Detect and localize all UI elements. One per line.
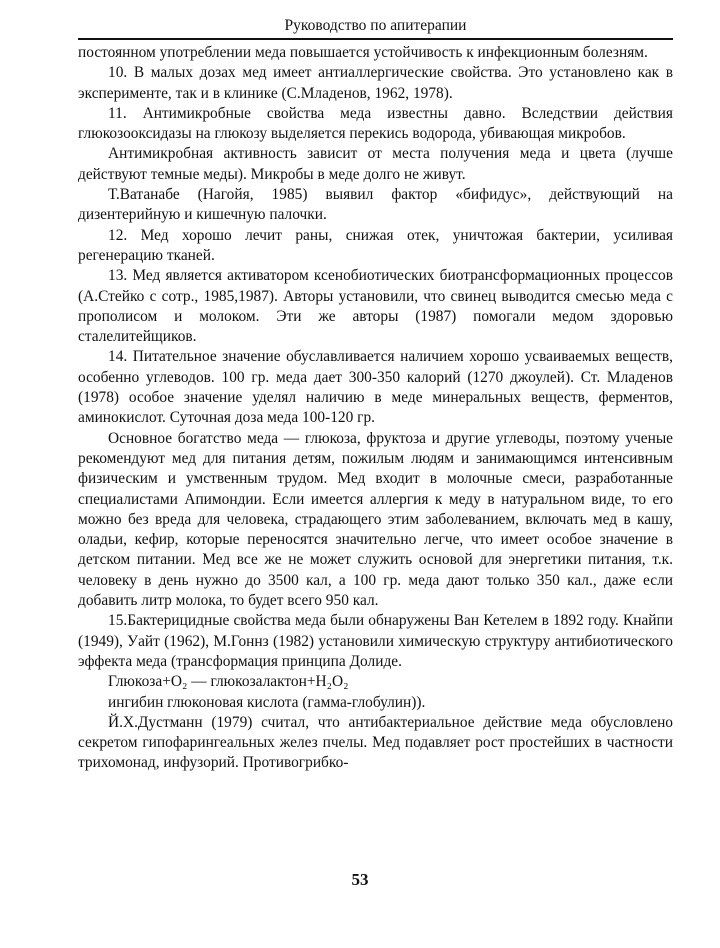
paragraph: Т.Ватанабе (Нагойя, 1985) выявил фактор «бифидус», действующий на дизентерийную и кишечную палочки.: [78, 186, 673, 224]
formula-line: Глюкоза+O₂ — глюкозалактон+H₂O₂: [108, 673, 349, 691]
page-body: [78, 43, 673, 774]
paragraph: 14. Питательное значение обуславливается наличием хорошо усваиваемых веществ, особенно углеводов. 100 гр. меда дает 300-350 калорий (1270 джоулей). Ст. Младенов (1978) особое значение уделял наличию в меде минеральных веществ, ферментов, аминокислот. Суточная доза меда 100-120 гр.: [78, 348, 673, 427]
formula-line: ингибин глюконовая кислота (гамма-глобулин)).: [108, 693, 426, 711]
paragraph: 15.Бактерицидные свойства меда были обнаружены Ван Кетелем в 1892 году. Кнайпи (1949), Уайт (1962), М.Гоннз (1982) установили химическую структуру антибиотического эффекта меда (трансформация принципа Долиде.: [78, 612, 673, 670]
paragraph: 13. Мед является активатором ксенобиотических биотрансформационных процессов (А.Стейко с сотр., 1985,1987). Авторы установили, что свинец выводится смесью меда с прополисом и молоком. Эти же авторы (1987) помогали медом здоровью сталелитейщиков.: [78, 267, 673, 346]
paragraph: Основное богатство меда — глюкоза, фруктоза и другие углеводы, поэтому ученые рекомендуют мед для питания детям, пожилым людям и занимающимся интенсивным физическим и умственным трудом. Мед входит в молочные смеси, разработанные специалистами Апимондии. Если имеется аллергия к меду в натуральном виде, то его можно без вреда для человека, страдающего этим заболеванием, включать мед в кашу, оладьи, кефир, которые переносятся значительно легче, что имеет особое значение в детском питании. Мед все же не может служить основой для энергетики питания, т.к. человеку в день нужно до 3500 кал, а 100 гр. меда дают только 350 кал., даже если добавить литр молока, то будет всего 950 кал.: [78, 429, 673, 610]
paragraph: 10. В малых дозах мед имеет антиаллергические свойства. Это установлено как в эксперименте, так и в клинике (С.Младенов, 1962, 1978).: [78, 64, 673, 102]
paragraph: Й.Х.Дустманн (1979) считал, что антибактериальное действие меда обусловлено секретом гипофарингеальных желез пчелы. Мед подавляет рост простейших в частности трихомонад, инфузорий. Противогрибко-: [78, 713, 673, 772]
page-number: 53: [351, 870, 369, 889]
paragraph: Антимикробная активность зависит от места получения меда и цвета (лучше действуют темные меды). Микробы в меде долго не живут.: [78, 145, 673, 183]
running-header: Руководство по апитерапии: [78, 16, 673, 40]
paragraph: 11. Антимикробные свойства меда известны давно. Вследствии действия глюкозооксидазы на глюкозу выделяется перекись водорода, убивающая микробов.: [78, 104, 673, 143]
paragraph: 12. Мед хорошо лечит раны, снижая отек, уничтожая бактерии, усиливая регенерацию тканей.: [78, 226, 673, 264]
page: [78, 16, 673, 774]
paragraph: постоянном употреблении меда повышается устойчивость к инфекционным болезням.: [78, 44, 648, 61]
